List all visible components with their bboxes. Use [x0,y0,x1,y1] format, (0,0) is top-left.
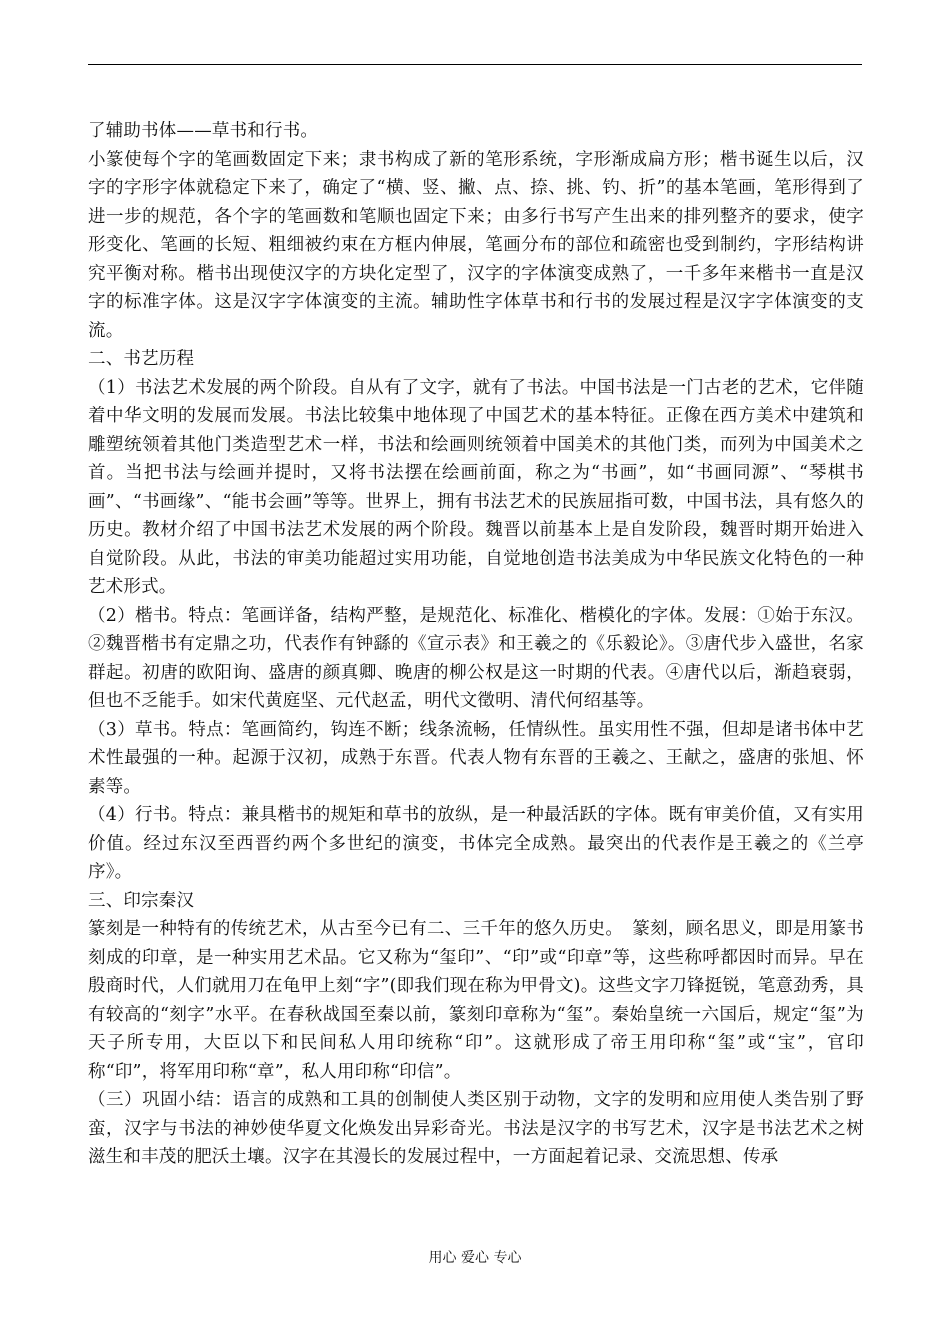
paragraph-calligraphy-stages: （1）书法艺术发展的两个阶段。自从有了文字，就有了书法。中国书法是一门古老的艺术，它伴随着中华文明的发展而发展。书法比较集中地体现了中国艺术的基本特征。正像在西方美术中建筑和雕塑统领着其他门类造型艺术一样，书法和绘画则统领着中国美术的其他门类，而列为中国美术之首。当把书法与绘画并提时，又将书法摆在绘画前面，称之为“书画”，如“书画同源”、“琴棋书画”、“书画缘”、“能书会画”等等。世界上，拥有书法艺术的民族屈指可数，中国书法，具有悠久的历史。教材介绍了中国书法艺术发展的两个阶段。魏晋以前基本上是自发阶段，魏晋时期开始进入自觉阶段。从此，书法的审美功能超过实用功能，自觉地创造书法美成为中华民族文化特色的一种艺术形式。 [88,377,864,597]
page-footer: 用心 爱心 专心 [428,1250,522,1266]
paragraph-kaishu: （2）楷书。特点：笔画详备，结构严整，是规范化、标准化、楷模化的字体。发展：①始于东汉。②魏晋楷书有定鼎之功，代表作有钟繇的《宣示表》和王羲之的《乐毅论》。③唐代步入盛世，名家群起。初唐的欧阳询、盛唐的颜真卿、晚唐的柳公权是这一时期的代表。④唐代以后，渐趋衰弱，但也不乏能手。如宋代黄庭坚、元代赵孟，明代文徵明、清代何绍基等。 [88,605,864,711]
paragraph-xingshu: （4）行书。特点：兼具楷书的规矩和草书的放纵，是一种最活跃的字体。既有审美价值，又有实用价值。经过东汉至西晋约两个多世纪的演变，书体完全成熟。最突出的代表作是王羲之的《兰亭序》。 [88,805,864,882]
paragraph-2: 小篆使每个字的笔画数固定下来；隶书构成了新的笔形系统，字形渐成扁方形；楷书诞生以后，汉字的字形字体就稳定下来了，确定了“横、竖、撇、点、捺、挑、钓、折”的基本笔画，笔形得到了进一步的规范，各个字的笔画数和笔顺也固定下来；由多行书写产生出来的排列整齐的要求，使字形变化、笔画的长短、粗细被约束在方框内伸展，笔画分布的部位和疏密也受到制约，字形结构讲究平衡对称。楷书出现使汉字的方块化定型了，汉字的字体演变成熟了，一千多年来楷书一直是汉字的标准字体。这是汉字字体演变的主流。辅助性字体草书和行书的发展过程是汉字字体演变的支流。 [88,149,864,341]
paragraph-caoshu: （3）草书。特点：笔画简约，钩连不断；线条流畅，任情纵性。虽实用性不强，但却是诸书体中艺术性最强的一种。起源于汉初，成熟于东晋。代表人物有东晋的王羲之、王献之，盛唐的张旭、怀素等。 [88,719,864,797]
section-heading-3: 三、印宗秦汉 [88,890,195,911]
paragraph-seal-carving: 篆刻是一种特有的传统艺术，从古至今已有二、三千年的悠久历史。 篆刻，顾名思义，即是用篆书刻成的印章，是一种实用艺术品。它又称为“玺印”、“印”或“印章”等，这些称呼都因时而异。早在殷商时代，人们就用刀在龟甲上刻“字”(即我们现在称为甲骨文)。这些文字刀锋挺锐，笔意劲秀，具有较高的“刻字”水平。在春秋战国至秦以前，篆刻印章称为“玺”。秦始皇统一六国后，规定“玺”为天子所专用，大臣以下和民间私人用印统称“印”。这就形成了帝王用印称“玺”或“宝”，官印称“印”，将军用印称“章”，私人用印称“印信”。 [88,919,864,1082]
header-rule [88,64,862,65]
section-heading-2: 二、书艺历程 [88,349,195,369]
paragraph-summary: （三）巩固小结：语言的成熟和工具的创制使人类区别于动物，文字的发明和应用使人类告别了野蛮，汉字与书法的神妙使华夏文化焕发出异彩奇光。书法是汉字的书写艺术，汉字是书法艺术之树滋生和丰茂的肥沃土壤。汉字在其漫长的发展过程中，一方面起着记录、交流思想、传承 [88,1090,864,1167]
document-body [88,117,864,1172]
paragraph-1: 了辅助书体——草书和行书。 [88,121,319,141]
